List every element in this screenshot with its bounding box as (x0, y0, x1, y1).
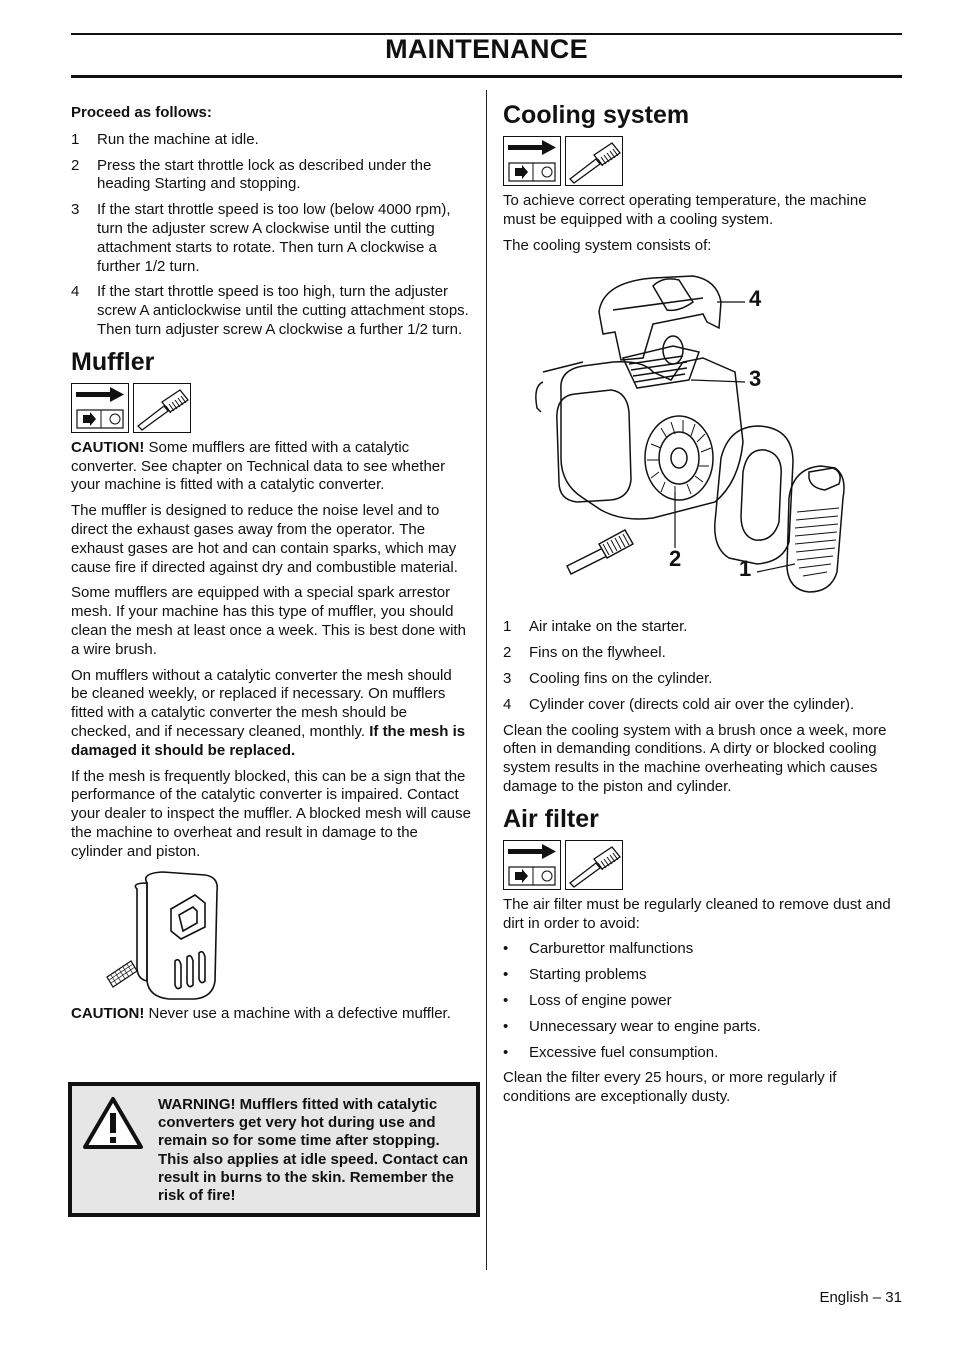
callout-1: 1 (739, 556, 752, 582)
muffler-para-3 (71, 667, 471, 761)
list-item (503, 1044, 903, 1063)
air-filter-icons (503, 840, 903, 890)
column-divider (486, 90, 487, 1270)
header-rule-bottom (71, 75, 902, 78)
list-item (503, 670, 903, 689)
left-column (71, 104, 471, 1030)
callout-4: 4 (749, 286, 762, 312)
brush-icon (133, 383, 191, 433)
caution-label: CAUTION! (71, 438, 145, 456)
spark-arrestor-mesh-icon (107, 961, 137, 987)
brush-icon (565, 136, 623, 186)
caution-text: Never use a machine with a defective muffler. (144, 1004, 451, 1022)
arrow-stop-switch-icon (71, 383, 129, 433)
list-item (71, 157, 471, 195)
step-number: 2 (71, 156, 80, 174)
procedure-steps (71, 131, 471, 340)
bullet-text: Carburettor malfunctions (529, 940, 694, 958)
step-text: If the start throttle speed is too high, turn the adjuster screw A anticlockwise until the cutting attachment stops. Then turn adjuster screw A clockwise a further 1/2 turn. (97, 283, 469, 338)
list-item (71, 201, 471, 276)
list-item (503, 992, 903, 1011)
step-text: Run the machine at idle. (97, 130, 259, 148)
warning-text: WARNING! Mufflers fitted with catalytic converters get very hot during use and remain so for some time after stopping. This also applies at idle speed. Contact can result in burns to the skin. Remember the risk of fire! (158, 1096, 469, 1205)
bullet: • (503, 1017, 509, 1035)
air-filter-para-1: The air filter must be regularly cleaned to remove dust and dirt in order to avoid: (503, 895, 891, 932)
cooling-system-heading: Cooling system (503, 101, 690, 129)
callout-2: 2 (669, 546, 682, 572)
proceed-heading: Proceed as follows: (71, 104, 212, 121)
air-filter-problems-list (503, 940, 903, 1062)
muffler-heading: Muffler (71, 347, 155, 376)
muffler-para-3-bold: If the mesh is damaged it should be replaced. (71, 722, 466, 759)
list-item (503, 644, 903, 663)
item-text: Air intake on the starter. (529, 618, 688, 636)
cooling-para-1: To achieve correct operating temperature, the machine must be equipped with a cooling system. (503, 192, 867, 228)
bullet-text: Unnecessary wear to engine parts. (529, 1017, 761, 1035)
warning-triangle-icon (81, 1095, 145, 1151)
bullet-text: Starting problems (529, 966, 647, 984)
step-number: 1 (71, 130, 80, 148)
item-number: 2 (503, 644, 512, 662)
step-text: If the start throttle speed is too low (below 4000 rpm), turn the adjuster screw A clockwise until the cutting attachment starts to rotate. Then turn A clockwise a further 1/2 turn. (97, 201, 451, 275)
item-text: Cylinder cover (directs cold air over the cylinder). (529, 695, 855, 713)
muffler-illustration (71, 869, 471, 1001)
cooling-parts-list (503, 618, 903, 714)
list-item (71, 131, 471, 150)
arrow-stop-switch-icon (503, 840, 561, 890)
arrow-stop-switch-icon (503, 136, 561, 186)
list-item (503, 966, 903, 985)
item-number: 4 (503, 695, 512, 713)
bullet: • (503, 991, 509, 1009)
step-text: Press the start throttle lock as described under the heading Starting and stopping. (97, 156, 432, 193)
cooling-para-3: Clean the cooling system with a brush once a week, more often in demanding conditions. A dirty or blocked cooling system results in the machine overheating which causes damage to the piston and cylinder. (503, 721, 887, 795)
muffler-icons (71, 383, 471, 433)
page-number: English – 31 (819, 1289, 902, 1306)
right-column (503, 100, 903, 1114)
item-text: Fins on the flywheel. (529, 644, 666, 662)
list-item (503, 618, 903, 637)
cooling-system-diagram (503, 262, 903, 612)
list-item (503, 1018, 903, 1037)
step-number: 4 (71, 283, 80, 301)
cooling-para-2: The cooling system consists of: (503, 236, 712, 254)
caution-defective-muffler (71, 1005, 471, 1024)
list-item (503, 696, 903, 715)
cooling-icons (503, 136, 903, 186)
caution-label: CAUTION! (71, 1004, 145, 1022)
muffler-para-4: If the mesh is frequently blocked, this can be a sign that the performance of the catalytic converter is impaired. Contact your dealer to inspect the muffler. A blocked mesh will cause the machine to overheat and result in damage to the cylinder and piston. (71, 767, 471, 860)
warning-box (68, 1082, 480, 1217)
bullet: • (503, 966, 509, 984)
caution-text: Some mufflers are fitted with a catalytic converter. See chapter on Technical data to see whether your machine is fitted with a catalytic converter. (71, 438, 446, 494)
item-text: Cooling fins on the cylinder. (529, 669, 713, 687)
brush-icon (567, 530, 633, 574)
muffler-para-3-text: On mufflers without a catalytic converter the mesh should be cleaned weekly, or replaced if necessary. On mufflers fitted with a catalytic converter the mesh should be checked, and if necessary cleaned, monthly. (71, 666, 452, 740)
item-number: 1 (503, 618, 512, 636)
bullet: • (503, 1043, 509, 1061)
caution-catalytic (71, 439, 471, 495)
step-number: 3 (71, 201, 80, 219)
bullet-text: Loss of engine power (529, 991, 672, 1009)
item-number: 3 (503, 669, 512, 687)
brush-icon (565, 840, 623, 890)
air-filter-heading: Air filter (503, 804, 599, 833)
callout-3: 3 (749, 366, 762, 392)
list-item (503, 940, 903, 959)
muffler-para-2: Some mufflers are equipped with a special spark arrestor mesh. If your machine has this type of muffler, you should clean the mesh at least once a week. This is best done with a wire brush. (71, 584, 466, 658)
muffler-para-1: The muffler is designed to reduce the noise level and to direct the exhaust gases away from the operator. The exhaust gases are hot and can contain sparks, which may cause fire if directed against dry and combustible material. (71, 502, 458, 576)
bullet-text: Excessive fuel consumption. (529, 1043, 719, 1061)
page-title: MAINTENANCE (385, 34, 588, 64)
air-filter-para-2: Clean the filter every 25 hours, or more regularly if conditions are exceptionally dusty. (503, 1069, 837, 1106)
bullet: • (503, 940, 509, 958)
list-item (71, 283, 471, 339)
